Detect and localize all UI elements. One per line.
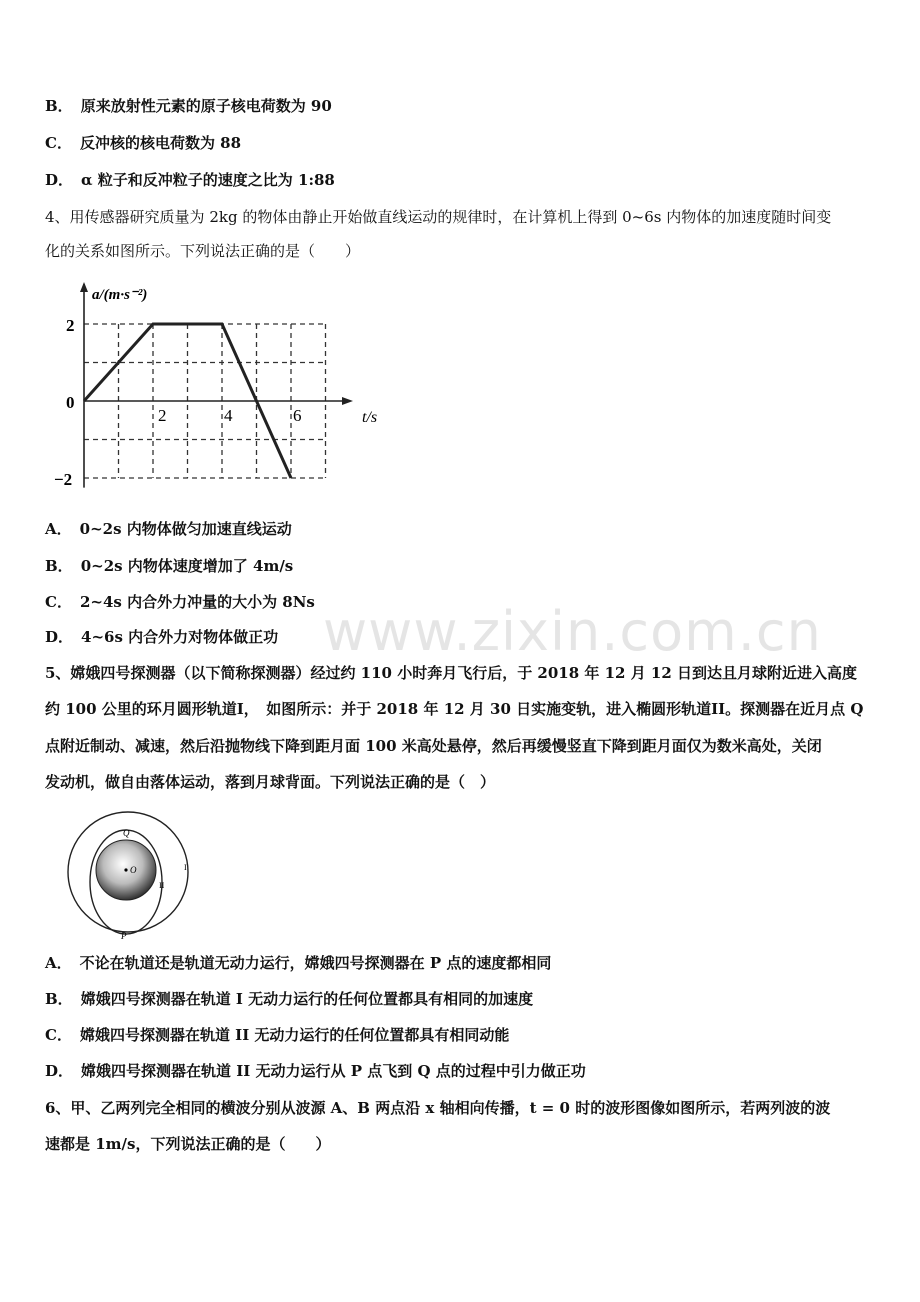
q4-option-b — [45, 556, 293, 576]
x-tick-6: 6 — [293, 406, 302, 425]
q5-option-d — [45, 1061, 586, 1081]
y-axis-arrow — [80, 282, 88, 292]
option-label: A． — [45, 520, 72, 538]
graph-axes — [80, 282, 353, 488]
q4-option-a — [45, 519, 292, 539]
option-text: 嫦娥四号探测器在轨道 II 无动力运行的任何位置都具有相同动能 — [79, 1026, 510, 1044]
option-text: 不论在轨道还是轨道无动力运行，嫦娥四号探测器在 P 点的速度都相同 — [79, 954, 552, 972]
q5-stem-line2: 约 100 公里的环月圆形轨道I， 如图所示：并于 2018 年 12 月 30 日实施变轨，进入椭圆形轨道II。探测器在近月点 Q — [45, 700, 864, 718]
q4-stem-line2: 化的关系如图所示。下列说法正确的是（ ） — [45, 242, 361, 260]
q6-stem-line1: 6、甲、乙两列完全相同的横波分别从波源 A、B 两点沿 x 轴相向传播，t = 0 时的波形图像如图所示，若两列波的波 — [45, 1099, 831, 1117]
option-text: 0~2s 内物体速度增加了 4m/s — [80, 557, 294, 575]
moon-center-dot — [124, 868, 127, 871]
y-tick-minus-2: −2 — [54, 470, 73, 489]
option-label: B． — [45, 990, 73, 1008]
option-text: 反冲核的核电荷数为 88 — [79, 134, 242, 152]
option-label: D． — [45, 628, 74, 646]
x-axis-arrow — [342, 397, 353, 405]
x-tick-4: 4 — [224, 406, 233, 425]
option-text: 4~6s 内合外力对物体做正功 — [81, 628, 279, 646]
acceleration-time-graph — [50, 280, 400, 495]
watermark: www.zixin.com.cn — [323, 600, 822, 663]
option-text: 原来放射性元素的原子核电荷数为 90 — [80, 97, 332, 115]
option-text: 2~4s 内合外力冲量的大小为 8Ns — [79, 593, 315, 611]
y-axis-label: a/(m·s⁻²) — [92, 287, 148, 303]
q3-option-c — [45, 133, 241, 153]
q5-option-a — [45, 953, 551, 973]
option-text: 嫦娥四号探测器在轨道 I 无动力运行的任何位置都具有相同的加速度 — [80, 990, 534, 1008]
q5-stem-line1: 5、嫦娥四号探测器（以下简称探测器）经过约 110 小时奔月飞行后，于 2018 年 12 月 12 日到达且月球附近进入高度 — [45, 664, 858, 682]
x-axis-label: t/s — [362, 409, 378, 426]
option-label: C． — [45, 134, 72, 152]
option-text: 嫦娥四号探测器在轨道 II 无动力运行从 P 点飞到 Q 点的过程中引力做正功 — [81, 1062, 586, 1080]
label-ii: II — [159, 881, 165, 890]
q3-option-b — [45, 96, 332, 116]
q5-option-c — [45, 1025, 509, 1045]
q4-stem-line1: 4、用传感器研究质量为 2kg 的物体由静止开始做直线运动的规律时，在计算机上得到 0~6s 内物体的加速度随时间变 — [45, 208, 832, 226]
option-label: B． — [45, 557, 73, 575]
q5-stem-line4: 发动机，做自由落体运动，落到月球背面。下列说法正确的是（ ） — [45, 773, 496, 791]
option-text: α 粒子和反冲粒子的速度之比为 1:88 — [81, 171, 335, 189]
label-q: Q — [123, 828, 130, 838]
option-label: C． — [45, 1026, 72, 1044]
y-tick-0: 0 — [66, 393, 75, 412]
option-label: A． — [45, 954, 72, 972]
q6-stem-line2: 速都是 1m/s，下列说法正确的是（ ） — [45, 1135, 331, 1153]
q4-option-d — [45, 627, 278, 647]
moon-orbit-diagram — [62, 810, 194, 942]
q5-stem-line3: 点附近制动、减速，然后沿抛物线下降到距月面 100 米高处悬停，然后再缓慢竖直下降到距月面仅为数米高处，关闭 — [45, 737, 822, 755]
option-label: D． — [45, 1062, 74, 1080]
label-o: O — [130, 865, 137, 875]
option-label: B． — [45, 97, 73, 115]
option-text: 0~2s 内物体做匀加速直线运动 — [79, 520, 292, 538]
x-tick-2: 2 — [158, 406, 167, 425]
option-label: D． — [45, 171, 74, 189]
option-label: C． — [45, 593, 72, 611]
q4-option-c — [45, 592, 315, 612]
label-p: P — [121, 931, 127, 941]
y-tick-2: 2 — [66, 316, 75, 335]
q5-option-b — [45, 989, 533, 1009]
label-i: I — [184, 863, 187, 872]
q3-option-d — [45, 170, 335, 190]
